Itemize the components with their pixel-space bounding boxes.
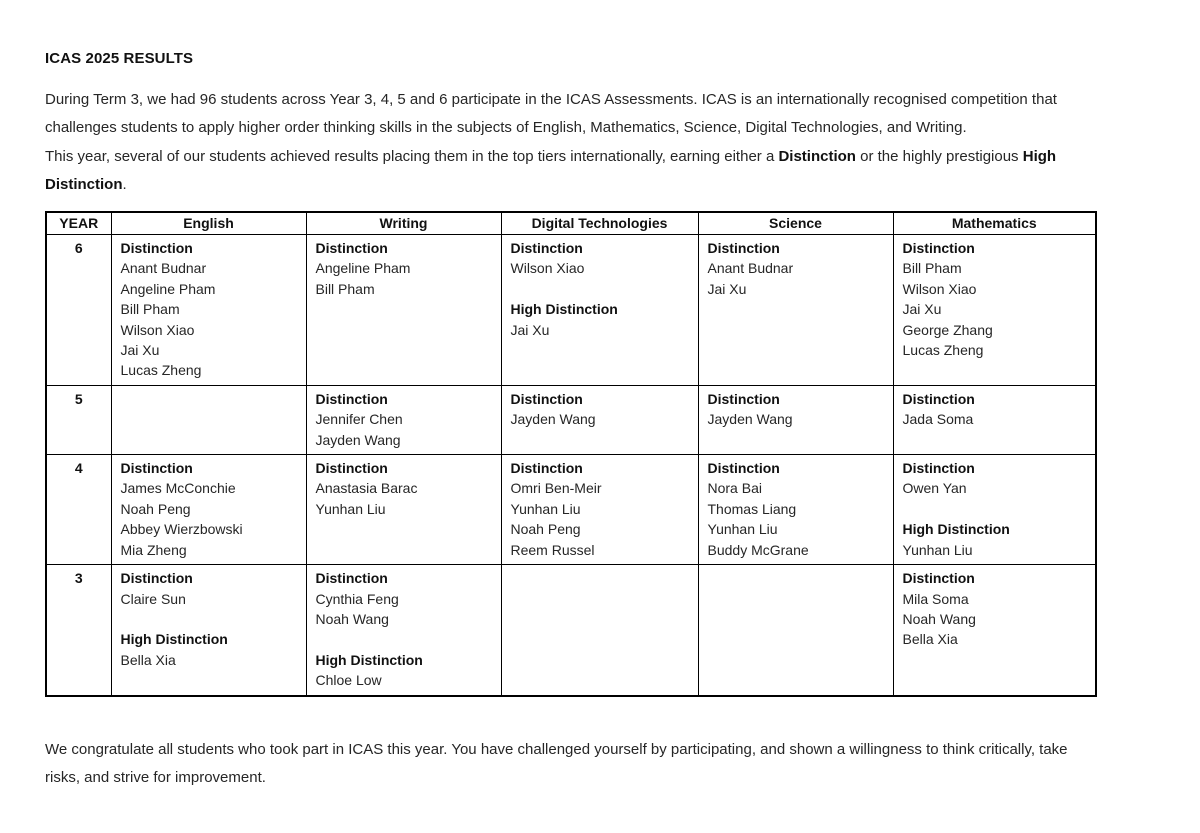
award-group [708,458,884,560]
student-name: Noah Wang [902,610,976,627]
student-name: Anastasia Barac [315,480,418,497]
award-level-label: Distinction [707,460,780,477]
award-group [903,389,1087,430]
student-name: Buddy McGrane [707,541,809,558]
student-name: Jayden Wang [510,411,596,428]
student-name: Bella Xia [120,651,176,668]
results-table-body [46,235,1096,696]
student-name: Nora Bai [707,480,762,497]
award-level-label: Distinction [315,240,388,256]
year-cell: 6 [46,235,111,386]
table-row [46,385,1096,454]
subject-result-cell [698,235,893,386]
award-group [121,629,297,670]
award-level-label: Distinction [315,460,388,477]
subject-result-cell [893,235,1096,386]
student-name: Jai Xu [510,321,550,338]
award-level-label: Distinction [120,240,193,256]
award-level-label: Distinction [902,570,975,587]
award-group [121,568,297,609]
intro-paragraph-2 [45,143,1100,199]
results-table-header [46,212,1096,235]
year-cell: 5 [46,385,111,454]
student-name: Lucas Zheng [120,362,202,379]
student-name: Mia Zheng [120,541,187,558]
subject-result-cell [501,385,698,454]
subject-result-cell [501,235,698,386]
student-name: Yunhan Liu [707,521,778,538]
subject-result-cell [111,385,306,454]
student-name: Yunhan Liu [315,500,386,517]
student-name: Bill Pham [315,280,375,297]
column-header: YEAR [46,212,111,235]
student-name: Wilson Xiao [120,321,195,338]
student-name: Noah Peng [510,521,581,538]
award-level-label: High Distinction [120,631,228,648]
subject-result-cell [501,455,698,565]
subject-result-cell [501,565,698,696]
award-group [511,389,689,430]
subject-result-cell [893,385,1096,454]
student-name: Mila Soma [902,590,969,607]
student-name: Omri Ben-Meir [510,480,602,497]
table-row [46,565,1096,696]
subject-result-cell [698,385,893,454]
award-level-label: Distinction [510,240,583,256]
award-group [511,299,689,340]
student-name: Bill Pham [120,301,180,318]
award-level-label: Distinction [902,460,975,477]
award-group [903,458,1087,499]
award-group [316,238,492,299]
subject-result-cell [893,455,1096,565]
text-segment: This year, several of our students achieved results placing them in the top tiers internationally, earning either a [45,148,779,165]
student-name: Yunhan Liu [902,541,973,558]
subject-result-cell [111,455,306,565]
student-name: Noah Wang [315,610,389,627]
column-header: Digital Technologies [501,212,698,235]
subject-result-cell [111,565,306,696]
subject-result-cell [306,385,501,454]
closing-paragraph [45,736,1100,792]
award-group [903,568,1087,650]
student-name: Jennifer Chen [315,411,403,428]
student-name: Chloe Low [315,672,382,689]
student-name: Anant Budnar [707,260,794,277]
award-group [121,238,297,381]
award-group [511,458,689,560]
text-segment: During Term 3, we had 96 students across Year 3, 4, 5 and 6 participate in the ICAS Assessments. ICAS is an internationally recognised competition that challenges students to apply higher order thinking skills in the subjects of English, Mathematics, Science, Digital Technologies, and Writing. [45,91,1057,136]
subject-result-cell [306,235,501,386]
student-name: Thomas Liang [707,500,797,517]
column-header: Mathematics [893,212,1096,235]
award-level-label: Distinction [902,240,975,256]
subject-result-cell [111,235,306,386]
award-group [903,519,1087,560]
table-row [46,455,1096,565]
award-group [316,458,492,519]
student-name: Noah Peng [120,500,191,517]
column-header: Science [698,212,893,235]
student-name: Angeline Pham [120,280,216,297]
student-name: Jai Xu [902,301,942,318]
award-level-label: Distinction [707,240,780,256]
award-level-label: Distinction [315,570,388,587]
award-group [121,458,297,560]
student-name: Bill Pham [902,260,962,277]
student-name: Yunhan Liu [510,500,581,517]
subject-result-cell [306,565,501,696]
subject-result-cell [893,565,1096,696]
column-header: Writing [306,212,501,235]
emphasized-text: Distinction [778,148,856,165]
award-group [708,238,884,299]
year-cell: 4 [46,455,111,565]
student-name: Jayden Wang [707,411,793,428]
award-level-label: High Distinction [902,521,1010,538]
student-name: Claire Sun [120,590,186,607]
student-name: Wilson Xiao [510,260,585,277]
award-group [708,389,884,430]
student-name: Jai Xu [707,280,747,297]
student-name: Lucas Zheng [902,342,984,359]
subject-result-cell [698,565,893,696]
year-cell: 3 [46,565,111,696]
award-level-label: Distinction [707,390,780,407]
award-level-label: Distinction [120,460,193,477]
student-name: Jai Xu [120,342,160,359]
award-level-label: Distinction [315,390,388,407]
award-group [316,568,492,629]
student-name: Anant Budnar [120,260,207,277]
award-group [316,650,492,691]
award-level-label: High Distinction [315,651,423,668]
student-name: Bella Xia [902,631,958,648]
student-name: Jayden Wang [315,431,401,448]
student-name: Jada Soma [902,411,974,428]
subject-result-cell [306,455,501,565]
award-level-label: Distinction [902,390,975,407]
intro-paragraph-1 [45,86,1100,142]
award-group [511,238,689,279]
award-group [903,238,1087,360]
award-level-label: High Distinction [510,301,618,318]
award-level-label: Distinction [120,570,193,587]
student-name: Angeline Pham [315,260,411,277]
award-group [316,389,492,450]
student-name: Owen Yan [902,480,967,497]
table-row [46,235,1096,386]
award-level-label: Distinction [510,460,583,477]
text-segment: . [122,176,127,193]
student-name: Reem Russel [510,541,595,558]
header-row [46,212,1096,235]
student-name: Wilson Xiao [902,280,977,297]
student-name: George Zhang [902,321,993,338]
text-segment: We congratulate all students who took part in ICAS this year. You have challenged yourself by participating, and shown a willingness to think critically, take risks, and strive for improvement. [45,740,1068,786]
column-header: English [111,212,306,235]
subject-result-cell [698,455,893,565]
student-name: James McConchie [120,480,236,497]
student-name: Abbey Wierzbowski [120,521,243,538]
emphasized-text: High Distinction [45,148,1057,193]
award-level-label: Distinction [510,390,583,407]
student-name: Cynthia Feng [315,590,399,607]
text-segment: or the highly prestigious [855,148,1023,165]
page-title: ICAS 2025 RESULTS [45,50,194,67]
results-table [45,211,1097,697]
